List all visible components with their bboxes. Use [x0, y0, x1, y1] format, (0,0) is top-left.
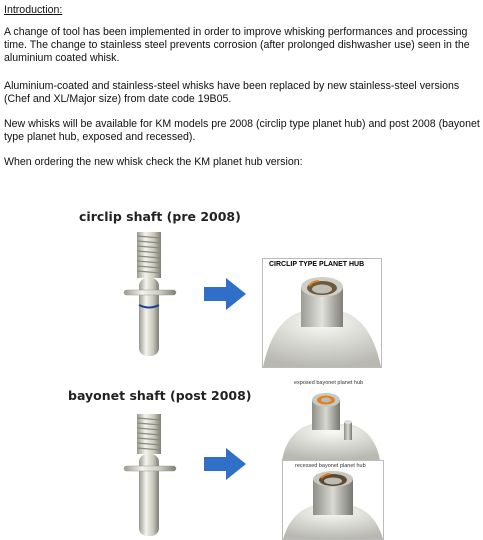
bayonet-shaft-caption: bayonet shaft (post 2008)	[68, 388, 252, 403]
circlip-hub-title: CIRCLIP TYPE PLANET HUB	[269, 261, 365, 268]
circlip-arrow-icon	[204, 278, 246, 310]
circlip-shaft-caption: circlip shaft (pre 2008)	[79, 209, 241, 224]
bayonet-shaft-image	[120, 414, 180, 538]
recessed-hub-label: recessed bayonet planet hub	[295, 463, 366, 469]
recessed-hub-photo	[282, 460, 384, 540]
paragraph-replacement: Aluminium-coated and stainless-steel whisks have been replaced by new stainless-steel versions (Chef and XL/Major size) from date code 19B05.	[4, 80, 460, 105]
exposed-hub-photo	[282, 378, 380, 460]
circlip-hub-photo	[262, 258, 382, 368]
paragraph-tool-change: A change of tool has been implemented in order to improve whisking performances and processing time. The change to stainless steel prevents corrosion (after prolonged dishwasher use) seen in the aluminium coated whisk.	[4, 26, 470, 64]
paragraph-ordering: When ordering the new whisk check the KM planet hub version:	[4, 156, 303, 168]
intro-heading: Introduction:	[4, 4, 63, 16]
exposed-hub-label: exposed bayonet planet hub	[294, 380, 364, 386]
bayonet-arrow-icon	[204, 448, 246, 480]
paragraph-availability: New whisks will be available for KM models pre 2008 (circlip type planet hub) and post 2008 (bayonet type planet hub, exposed and recessed).	[4, 118, 480, 143]
circlip-shaft-image	[120, 232, 180, 360]
